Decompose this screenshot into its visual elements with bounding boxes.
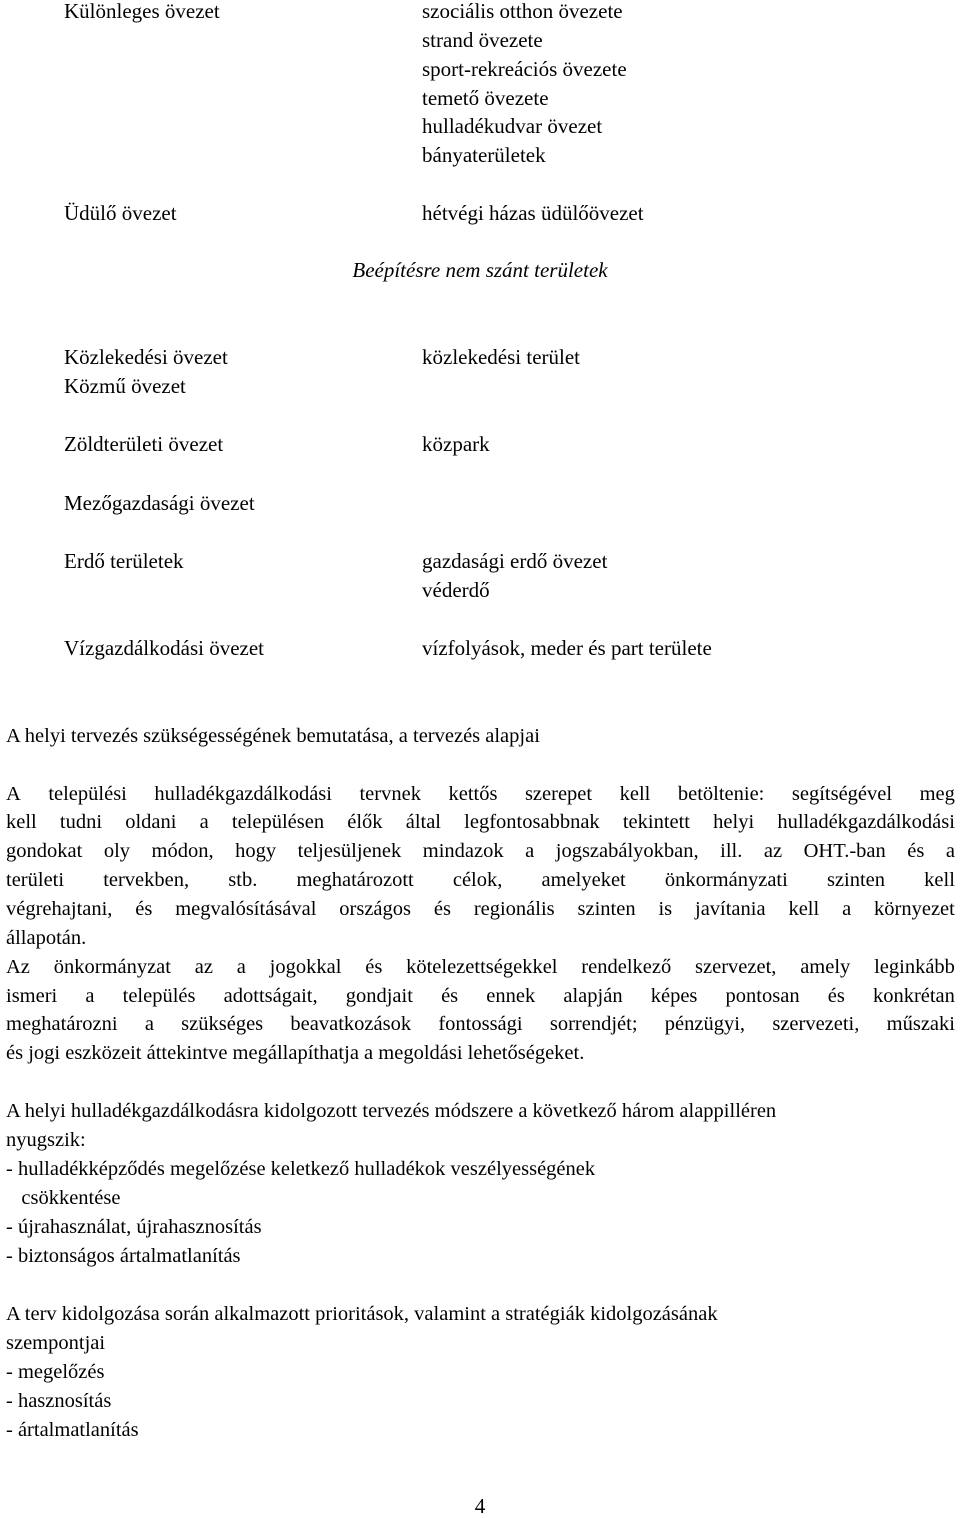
green-zone-item: közpark [422,432,490,456]
word: oldani [125,811,177,833]
word: konkrétan [872,985,955,1007]
word: és [433,898,451,920]
word: tervekben, [103,869,190,891]
word: ismeri [6,985,58,1007]
word: is [658,898,673,920]
water-zone-label: Vízgazdálkodási övezet [64,636,264,660]
word: kell [6,811,37,833]
word: önkormányzati [664,869,788,891]
green-zone-label: Zöldterületi övezet [64,432,224,456]
word: jogszabályokban, [555,840,699,862]
word: képes [650,985,698,1007]
word: meghatározott [296,869,414,891]
word: ill. [720,840,743,862]
word: hogy [235,840,277,862]
holiday-zone-label: Üdülő övezet [64,201,177,225]
word: élők [347,811,383,833]
word: tudni [59,811,103,833]
special-zone-item: temető övezete [422,86,549,110]
word: szinten [577,898,636,920]
pillar-item: - újrahasználat, újrahasznosítás [6,1216,262,1238]
word: leginkább [874,956,955,978]
word: országos [339,898,412,920]
priorities-line: A terv kidolgozása során alkalmazott prioritások, valamint a stratégiák kidolgozásának [6,1303,718,1325]
word: stb. [228,869,258,891]
method-line: nyugszik: [6,1129,86,1151]
word: kötelezettségekkel [406,956,558,978]
word: pénzügyi, [664,1013,746,1035]
word: hulladékgazdálkodási [777,811,955,833]
word: ennek [486,985,536,1007]
transport-zone-item: közlekedési terület [422,345,581,369]
word: adottságait, [223,985,318,1007]
word: településen [231,811,325,833]
word: szerepet [524,783,593,805]
word: amely [800,956,851,978]
paragraph-line [6,780,955,809]
word: Az [6,956,30,978]
word: és [135,898,153,920]
word: önkormányzat [53,956,171,978]
word: rendelkező [581,956,672,978]
word: helyi [713,811,755,833]
word: és [907,840,925,862]
word: a [85,985,95,1007]
word: a [199,811,209,833]
word: műszaki [886,1013,955,1035]
word: sorrendjét; [549,1013,638,1035]
paragraph-line [6,808,955,837]
word: az [194,956,213,978]
word: célok, [452,869,503,891]
non-built-heading: Beépítésre nem szánt területek [352,258,608,282]
word: javítania [695,898,766,920]
transport-zone-label: Közlekedési övezet [64,345,228,369]
word: szinten [826,869,886,891]
word: jogokkal [269,956,342,978]
paragraph-line [6,895,955,924]
word: a [525,840,535,862]
word: által [405,811,442,833]
page-number: 4 [474,1494,486,1518]
word: A [6,783,21,805]
word: beavatkozások [290,1013,412,1035]
word: meghatározni [6,1013,118,1035]
section-title: A helyi tervezés szükségességének bemutatása, a tervezés alapjai [6,725,540,747]
paragraph-line: állapotán. [6,927,87,949]
word: tekintett [622,811,691,833]
word: gondokat [6,840,83,862]
word: megvalósításával [175,898,317,920]
word: mindazok [422,840,504,862]
forest-zone-label: Erdő területek [64,549,184,573]
word: végrehajtani, [6,898,113,920]
forest-zone-item: gazdasági erdő övezet [422,549,608,573]
word: szervezeti, [772,1013,860,1035]
word: környezet [874,898,955,920]
word: és [827,985,845,1007]
paragraph-line [6,982,955,1011]
priority-item: - megelőzés [6,1361,105,1383]
word: fontossági [438,1013,523,1035]
word: az [763,840,783,862]
word: segítségével [791,783,893,805]
holiday-zone-item: hétvégi házas üdülőövezet [422,201,644,225]
special-zone-item: strand övezete [422,28,543,52]
priorities-line: szempontjai [6,1332,106,1354]
method-line: A helyi hulladékgazdálkodásra kidolgozott tervezés módszere a következő három alappilléren [6,1100,777,1122]
word: regionális [473,898,555,920]
paragraph-line: és jogi eszközeit áttekintve megállapíthatja a megoldási lehetőségeket. [6,1042,585,1064]
word: betöltenie: [677,783,765,805]
word: OHT.-ban [803,840,886,862]
word: a [236,956,246,978]
special-zone-item: hulladékudvar övezet [422,114,603,138]
word: a [945,840,955,862]
word: a [842,898,852,920]
word: területi [6,869,65,891]
word: pontosan [725,985,800,1007]
word: és [365,956,383,978]
special-zone-item: bányaterületek [422,143,546,167]
word: település [122,985,196,1007]
word: módon, [151,840,214,862]
special-zone-item: sport-rekreációs övezete [422,57,627,81]
word: szervezet, [695,956,777,978]
word: legfontosabbnak [464,811,600,833]
special-zone-label: Különleges övezet [64,0,220,23]
word: kell [924,869,955,891]
word: a [144,1013,154,1035]
word: települési [48,783,127,805]
pillar-item: - hulladékképződés megelőzése keletkező hulladékok veszélyességének [6,1158,596,1180]
paragraph-line [6,1010,955,1039]
word: amelyeket [541,869,626,891]
word: hulladékgazdálkodási [154,783,332,805]
word: kettős [448,783,498,805]
word: alapján [563,985,623,1007]
water-zone-item: vízfolyások, meder és part területe [422,636,712,660]
agri-zone-label: Mezőgazdasági övezet [64,491,255,515]
word: oly [103,840,131,862]
word: kell [619,783,651,805]
pillar-item: csökkentése [6,1187,121,1209]
paragraph-line [6,837,955,866]
word: gondjait [345,985,413,1007]
paragraph-line [6,953,955,982]
word: tervnek [359,783,421,805]
word: teljesüljenek [297,840,402,862]
paragraph-line [6,866,955,895]
special-zone-item: szociális otthon övezete [422,0,623,23]
word: kell [788,898,820,920]
utility-zone-label: Közmű övezet [64,374,186,398]
word: meg [919,783,955,805]
priority-item: - ártalmatlanítás [6,1419,139,1441]
forest-zone-item: véderdő [422,578,490,602]
word: szükséges [181,1013,264,1035]
pillar-item: - biztonságos ártalmatlanítás [6,1245,241,1267]
word: és [441,985,459,1007]
priority-item: - hasznosítás [6,1390,112,1412]
